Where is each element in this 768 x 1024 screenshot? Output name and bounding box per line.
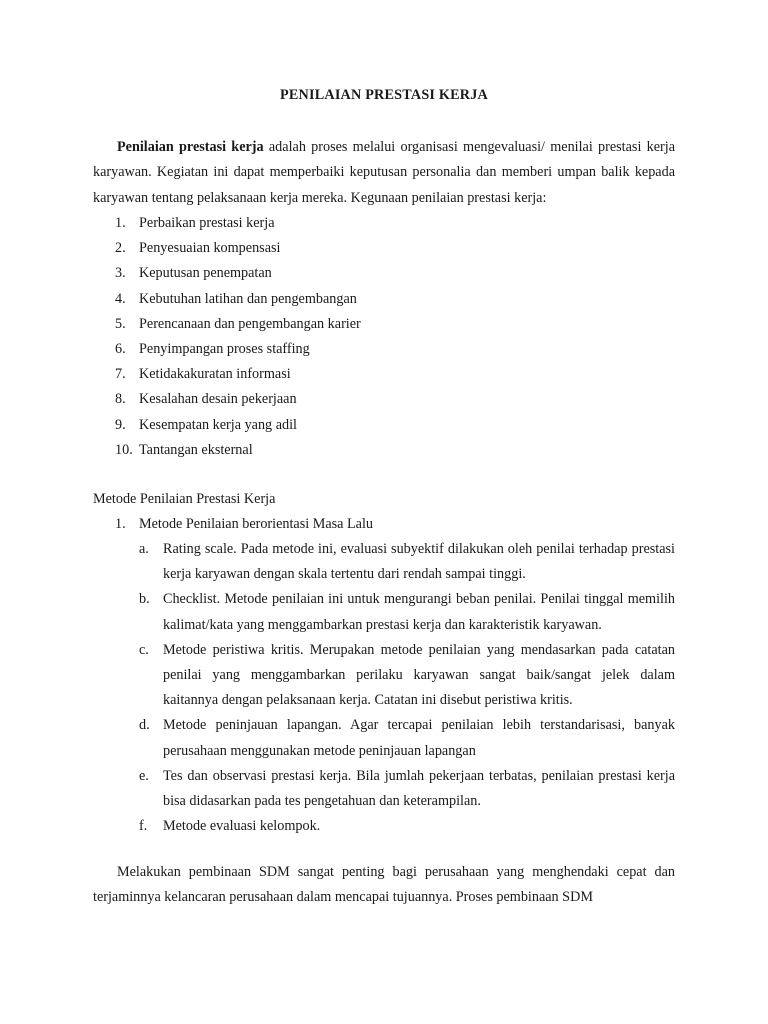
list-number: 7. — [115, 366, 126, 383]
list-number: 1. — [115, 215, 126, 231]
list-item — [93, 337, 675, 362]
list-item — [93, 236, 675, 261]
list-number: 5. — [115, 315, 126, 332]
uses-list — [93, 211, 675, 463]
list-number: 8. — [115, 391, 126, 408]
list-text: Metode peristiwa kritis. Merupakan metode penilaian yang mendasarkan pada catatan penilai yang menggambarkan perilaku karyawan sangat baik/sangat jelek dalam kaitannya dengan pelaksanaan kerja. Catatan ini disebut peristiwa kritis. — [163, 641, 675, 709]
list-number: 9. — [115, 416, 126, 433]
list-text: Rating scale. Pada metode ini, evaluasi subyektif dilakukan oleh penilai terhadap prestasi kerja karyawan dengan skala tertentu dari rendah sampai tinggi. — [163, 541, 675, 583]
list-text: Penyesuaian kompensasi — [139, 240, 281, 257]
list-number: 1. — [115, 516, 126, 532]
list-item — [139, 814, 675, 839]
list-item — [93, 211, 675, 236]
list-letter: f. — [139, 818, 148, 835]
list-text: Metode Penilaian berorientasi Masa Lalu — [139, 516, 374, 532]
list-item — [93, 413, 675, 438]
list-item — [139, 638, 675, 714]
list-item — [93, 312, 675, 337]
list-item — [139, 713, 675, 763]
list-item — [93, 438, 675, 463]
list-number: 10. — [115, 441, 133, 458]
list-letter: c. — [139, 641, 149, 658]
list-text: Perbaikan prestasi kerja — [139, 215, 275, 231]
list-text: Perencanaan dan pengembangan karier — [139, 315, 361, 332]
list-letter: d. — [139, 717, 150, 734]
intro-text: adalah proses melalui organisasi mengevaluasi/ menilai prestasi kerja karyawan. Kegiatan ini dapat memperbaiki keputusan personalia dan memberi umpan balik kepada karyawan tentang pelaksanaan kerja mereka. Kegunaan penilaian prestasi kerja: — [93, 139, 676, 206]
list-text: Ketidakakuratan informasi — [139, 366, 291, 383]
list-text: Kesempatan kerja yang adil — [139, 416, 297, 433]
list-item — [139, 537, 675, 587]
intro-term: Penilaian prestasi kerja — [117, 139, 264, 155]
list-item — [93, 287, 675, 312]
list-number: 3. — [115, 265, 126, 282]
list-text: Kesalahan desain pekerjaan — [139, 391, 297, 408]
list-letter: b. — [139, 591, 150, 608]
list-item — [139, 764, 675, 814]
list-text: Checklist. Metode penilaian ini untuk mengurangi beban penilai. Penilai tinggal memilih kalimat/kata yang menggambarkan prestasi kerja dan karakteristik karyawan. — [163, 591, 675, 633]
document-title: PENILAIAN PRESTASI KERJA — [280, 87, 488, 103]
list-number: 6. — [115, 340, 126, 357]
list-item — [93, 362, 675, 387]
list-text: Penyimpangan proses staffing — [139, 340, 310, 357]
list-text: Metode peninjauan lapangan. Agar tercapai penilaian lebih terstandarisasi, banyak perusahaan menggunakan metode peninjauan lapangan — [163, 717, 675, 759]
closing-paragraph: Melakukan pembinaan SDM sangat penting bagi perusahaan yang menghendaki cepat dan terjaminnya kelancaran perusahaan dalam mencapai tujuannya. Proses pembinaan SDM — [93, 864, 675, 906]
list-letter: e. — [139, 767, 149, 784]
list-item — [93, 387, 675, 412]
list-number: 2. — [115, 240, 126, 257]
method-1-heading — [115, 512, 373, 537]
list-text: Tantangan eksternal — [139, 441, 253, 458]
list-text: Kebutuhan latihan dan pengembangan — [139, 290, 357, 307]
list-item — [93, 261, 675, 286]
intro-paragraph — [93, 135, 675, 211]
list-text: Tes dan observasi prestasi kerja. Bila jumlah pekerjaan terbatas, penilaian prestasi kerja bisa didasarkan pada tes pengetahuan dan keterampilan. — [163, 767, 675, 810]
list-number: 4. — [115, 290, 126, 307]
list-item — [139, 587, 675, 637]
list-text: Metode evaluasi kelompok. — [163, 818, 321, 835]
list-text: Keputusan penempatan — [139, 265, 272, 282]
past-methods-list — [139, 537, 675, 839]
list-letter: a. — [139, 541, 149, 557]
methods-heading: Metode Penilaian Prestasi Kerja — [93, 491, 276, 507]
